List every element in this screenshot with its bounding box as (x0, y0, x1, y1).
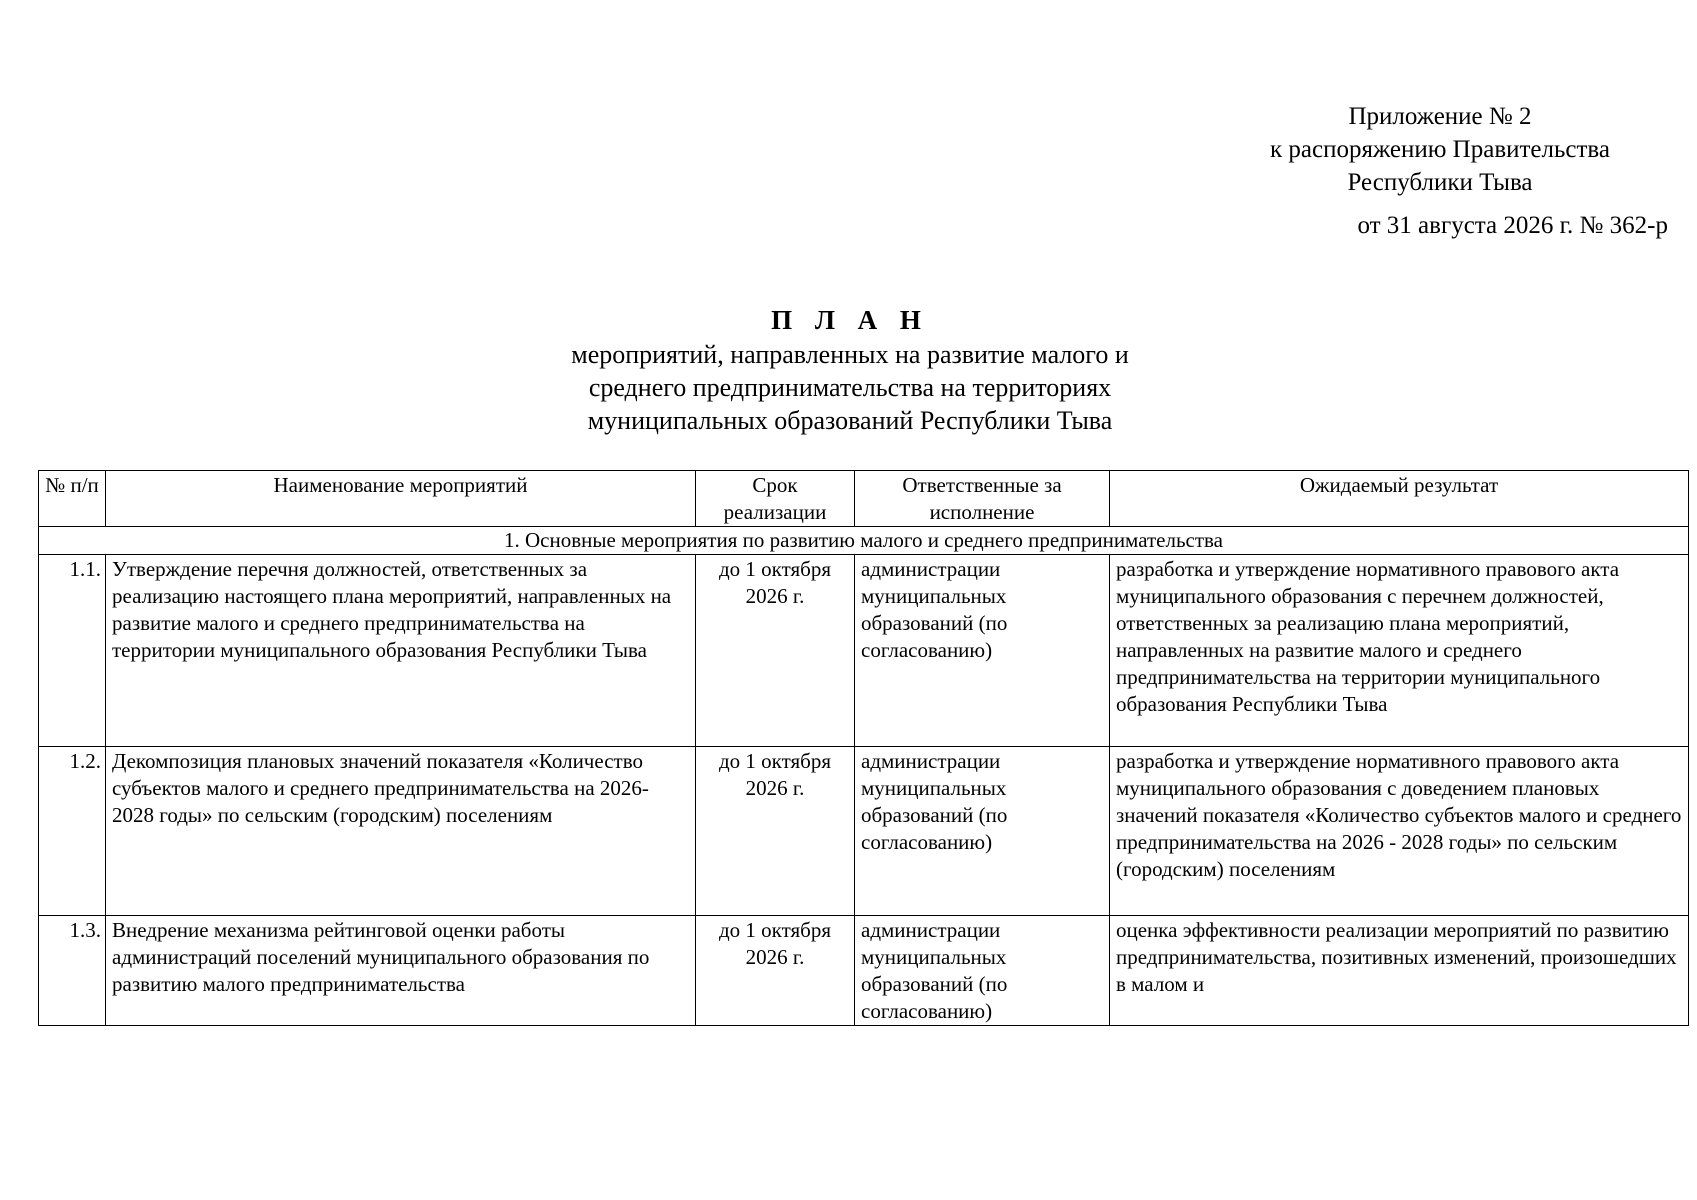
row-result: разработка и утверждение нормативного правового акта муниципального образования с перечнем должностей, ответственных за реализацию плана мероприятий, направленных на развитие малого и среднего предпринимательства на территории муниципального образования Республики Тыва (1110, 555, 1689, 747)
header-name: Наименование мероприятий (106, 471, 696, 527)
row-num: 1.2. (39, 747, 106, 916)
header-responsible: Ответственные за исполнение (855, 471, 1110, 527)
row-responsible: администрации муниципальных образований (по согласованию) (855, 555, 1110, 747)
plan-title: П Л А Н (771, 305, 929, 335)
section-title: 1. Основные мероприятия по развитию малого и среднего предпринимательства (39, 527, 1689, 555)
plan-heading (460, 302, 1240, 437)
row-responsible: администрации муниципальных образований (по согласованию) (855, 916, 1110, 1026)
header-result: Ожидаемый результат (1110, 471, 1689, 527)
header-num: № п/п (39, 471, 106, 527)
plan-table (38, 470, 1689, 1026)
row-term: до 1 октября 2026 г. (696, 555, 855, 747)
header-term: Срок реализации (696, 471, 855, 527)
table-row (39, 916, 1689, 1026)
row-name: Внедрение механизма рейтинговой оценки работы администраций поселений муниципального образования по развитию малого предпринимательства (106, 916, 696, 1026)
row-responsible: администрации муниципальных образований (по согласованию) (855, 747, 1110, 916)
row-num: 1.1. (39, 555, 106, 747)
appendix-line-1: Приложение № 2 (1348, 103, 1532, 130)
appendix-line-2: к распоряжению Правительства (1269, 136, 1610, 163)
table-header-row (39, 471, 1689, 527)
row-result: разработка и утверждение нормативного правового акта муниципального образования с доведением плановых значений показателя «Количество субъектов малого и среднего предпринимательства на 2026 - 2028 годы» по сельским (городским) поселениям (1110, 747, 1689, 916)
row-name: Утверждение перечня должностей, ответственных за реализацию настоящего плана мероприятий, направленных на развитие малого и среднего предпринимательства на территории муниципального образования Республики Тыва (106, 555, 696, 747)
row-term: до 1 октября 2026 г. (696, 747, 855, 916)
row-result: оценка эффективности реализации мероприятий по развитию предпринимательства, позитивных изменений, произошедших в малом и (1110, 916, 1689, 1026)
row-num: 1.3. (39, 916, 106, 1026)
appendix-line-3: Республики Тыва (1347, 169, 1533, 196)
table-row (39, 555, 1689, 747)
appendix-date: от 31 августа 2026 г. № 362-р (1357, 212, 1668, 239)
section-row (39, 527, 1689, 555)
row-name: Декомпозиция плановых значений показателя «Количество субъектов малого и среднего предпринимательства на 2026-2028 годы» по сельским (городским) поселениям (106, 747, 696, 916)
row-term: до 1 октября 2026 г. (696, 916, 855, 1026)
plan-subtitle: мероприятий, направленных на развитие малого и среднего предпринимательства на территориях муниципальных образований Республики Тыва (571, 340, 1129, 435)
table-row (39, 747, 1689, 916)
appendix-block (1210, 100, 1670, 199)
